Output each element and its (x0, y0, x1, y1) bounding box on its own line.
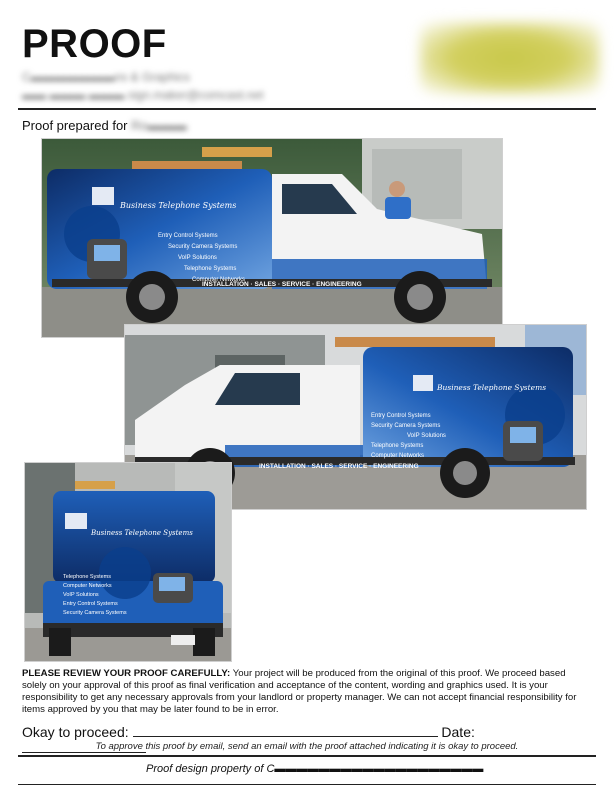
footer-divider (18, 755, 596, 757)
truck-side-photo-1 (41, 138, 503, 338)
okay-to-proceed-label: Okay to proceed: (22, 724, 129, 740)
service-item: Telephone Systems (371, 443, 424, 449)
wrap-brand-text: Business Telephone Systems (120, 201, 237, 210)
prepared-for (22, 118, 187, 133)
email-approval-note: To approve this proof by email, send an email with the proof attached indicating it is okay to proceed. (95, 741, 519, 752)
service-item: Security Camera Systems (371, 423, 441, 429)
wrap-service-list (371, 411, 446, 461)
bottom-divider (18, 784, 596, 785)
service-item: Telephone Systems (63, 574, 111, 580)
service-item: Security Camera Systems (168, 244, 238, 250)
signature-line[interactable] (133, 724, 438, 737)
service-item: Computer Networks (63, 583, 112, 589)
disclaimer-text (22, 668, 590, 716)
wrap-service-list (63, 573, 127, 618)
service-item: Computer Networks (371, 453, 425, 459)
prepared-for-label: Proof prepared for (22, 118, 128, 133)
service-item: VoIP Solutions (407, 433, 446, 439)
wrap-brand-text: Business Telephone Systems (91, 529, 193, 537)
wrap-tagline: INSTALLATION · SALES · SERVICE · ENGINEERING (259, 463, 419, 470)
date-label: Date: (441, 724, 475, 740)
company-logo (420, 22, 600, 94)
design-property-text: Proof design property of C▬▬▬▬▬▬▬▬▬▬▬▬▬▬▬▬▬▬▬ (146, 763, 484, 775)
service-item: Entry Control Systems (63, 601, 118, 607)
truck-rear-illustration (25, 463, 231, 661)
disclaimer-heading: PLEASE REVIEW YOUR PROOF CAREFULLY: (22, 668, 231, 679)
page-title: PROOF (22, 22, 167, 66)
service-item: Entry Control Systems (158, 233, 218, 239)
service-item: Computer Networks (192, 277, 246, 283)
company-contact: ▬▬ ▬▬▬ ▬▬▬ sign.maker@comcast.net (22, 88, 264, 102)
prepared-for-name: Ro▬▬▬ (131, 118, 187, 133)
truck-side-illustration-1 (42, 139, 502, 337)
wrap-brand-text: Business Telephone Systems (437, 383, 547, 392)
service-item: VoIP Solutions (63, 592, 99, 598)
wrap-service-list (158, 231, 245, 286)
disclaimer-body: Your project will be produced from the original of this proof. We proceed based solely on your approval of this proof as final verification and acceptance of the content, wording and graphics used. It is your responsibility to get any necessary approvals from your landlord or property manager. We can not accept financial responsibility for items approved by you that may be later found to be in error. (22, 668, 577, 715)
design-property-note (146, 763, 483, 775)
header-divider (18, 108, 596, 110)
wrap-tagline: INSTALLATION · SALES · SERVICE · ENGINEERING (202, 281, 362, 288)
service-item: Entry Control Systems (371, 413, 431, 419)
truck-rear-photo (24, 462, 232, 662)
service-item: Security Camera Systems (63, 610, 127, 616)
company-name: C▬▬▬▬▬▬▬ns & Graphics (22, 70, 191, 84)
service-item: VoIP Solutions (178, 255, 217, 261)
service-item: Telephone Systems (184, 266, 237, 272)
